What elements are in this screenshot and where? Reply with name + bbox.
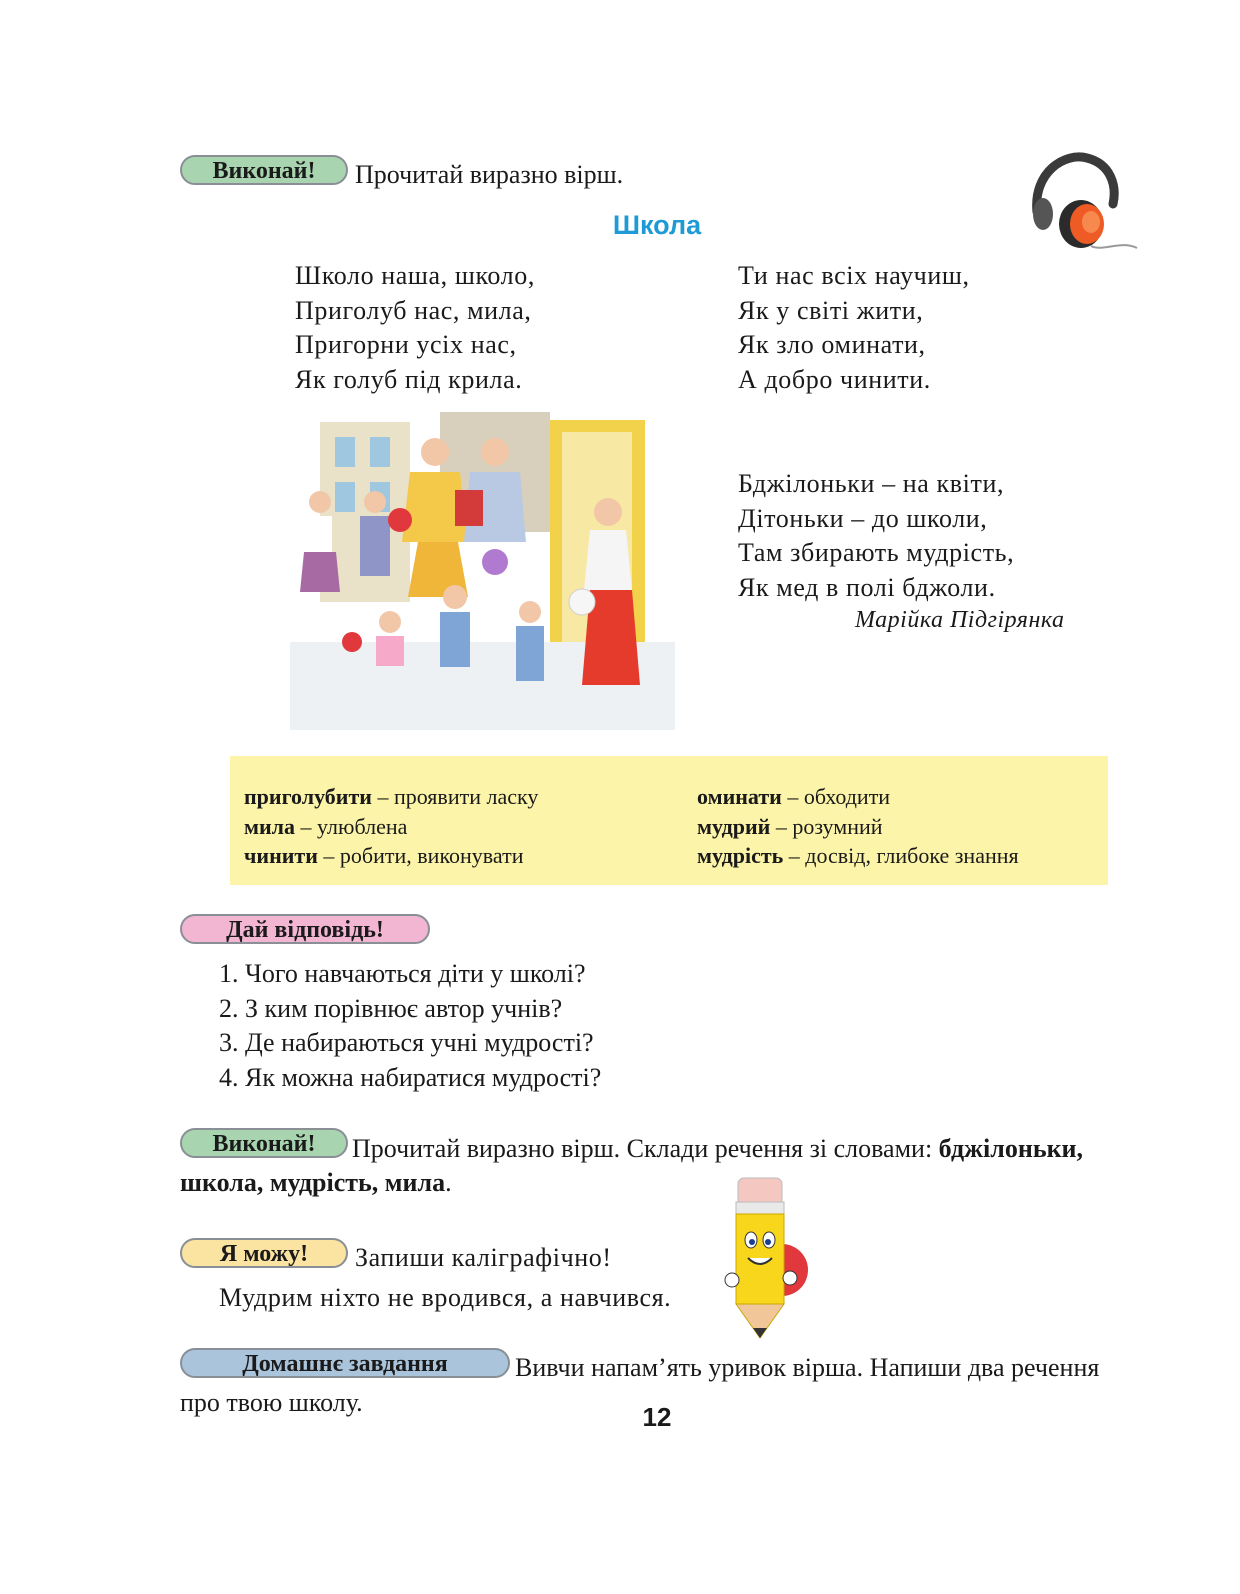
poem-line: Пригорни усіх нас,: [295, 330, 517, 359]
task-2-words-2: школа, мудрість, мила: [180, 1168, 446, 1197]
stanza-1: [295, 259, 535, 397]
poem-line: Як мед в полі бджоли.: [738, 572, 996, 602]
can-label: Я можу!: [180, 1238, 348, 1268]
poem-line: Як голуб під крила.: [295, 364, 523, 394]
poem-line: Там збирають мудрість,: [738, 538, 1015, 567]
glossary-entry: мудрий – розумний: [697, 813, 883, 839]
glossary-entry: оминати – обходити: [697, 784, 891, 809]
poem-line: Ти нас всіх научиш,: [738, 261, 970, 290]
poem-author: Марійка Підгірянка: [855, 607, 1065, 633]
poem-line: Школо наша, школо,: [295, 261, 535, 290]
poem-line: Приголуб нас, мила,: [295, 295, 532, 325]
poem-line: А добро чинити.: [738, 364, 931, 394]
homework-line-1: Вивчи напам’ять уривок вірша. Напиши два речення: [515, 1353, 1100, 1382]
homework-line-2: про твою школу.: [180, 1388, 363, 1417]
poem-title: Школа: [612, 210, 702, 240]
poem-line: Як у світі жити,: [738, 295, 924, 325]
do-label: Виконай!: [180, 155, 348, 185]
question-item: 2. З ким порівнює автор учнів?: [219, 993, 563, 1023]
glossary-entry: приголубити – проявити ласку: [244, 784, 539, 809]
proverb-text: Мудрим ніхто не вродився, а навчився.: [219, 1283, 672, 1312]
glossary-entry: чинити – робити, виконувати: [244, 843, 524, 868]
answer-label: Дай відповідь!: [180, 914, 430, 944]
question-item: 4. Як можна набиратися мудрості?: [219, 1063, 602, 1093]
questions-list: [219, 957, 601, 1096]
glossary-left: [244, 782, 538, 871]
task-2-line-1: Прочитай виразно вірш. Склади речення зі словами: бджілоньки,: [352, 1134, 1084, 1163]
page-number: 12: [642, 1402, 672, 1432]
glossary-entry: мудрість – досвід, глибоке знання: [697, 843, 1019, 868]
question-item: 1. Чого навчаються діти у школі?: [219, 959, 586, 988]
do-label-2: Виконай!: [180, 1128, 348, 1158]
question-item: 3. Де набираються учні мудрості?: [219, 1028, 594, 1058]
glossary-entry: мила – улюблена: [244, 813, 408, 839]
stanza-3: [738, 467, 1014, 605]
homework-label: Домашнє завдання: [180, 1348, 510, 1378]
task-1-text: Прочитай виразно вірш.: [355, 160, 624, 189]
school-illustration: [290, 412, 675, 730]
task-2-words-1: бджілоньки,: [938, 1134, 1084, 1163]
pencil-mascot-icon: [720, 1170, 810, 1340]
task-2-line-2: школа, мудрість, мила.: [180, 1168, 452, 1197]
glossary-right: [697, 782, 1019, 871]
task-3-text: Запиши каліграфічно!: [355, 1243, 612, 1272]
stanza-2: [738, 259, 970, 397]
poem-line: Як зло оминати,: [738, 330, 926, 359]
poem-line: Бджілоньки – на квіти,: [738, 469, 1005, 498]
poem-line: Дітоньки – до школи,: [738, 503, 988, 533]
